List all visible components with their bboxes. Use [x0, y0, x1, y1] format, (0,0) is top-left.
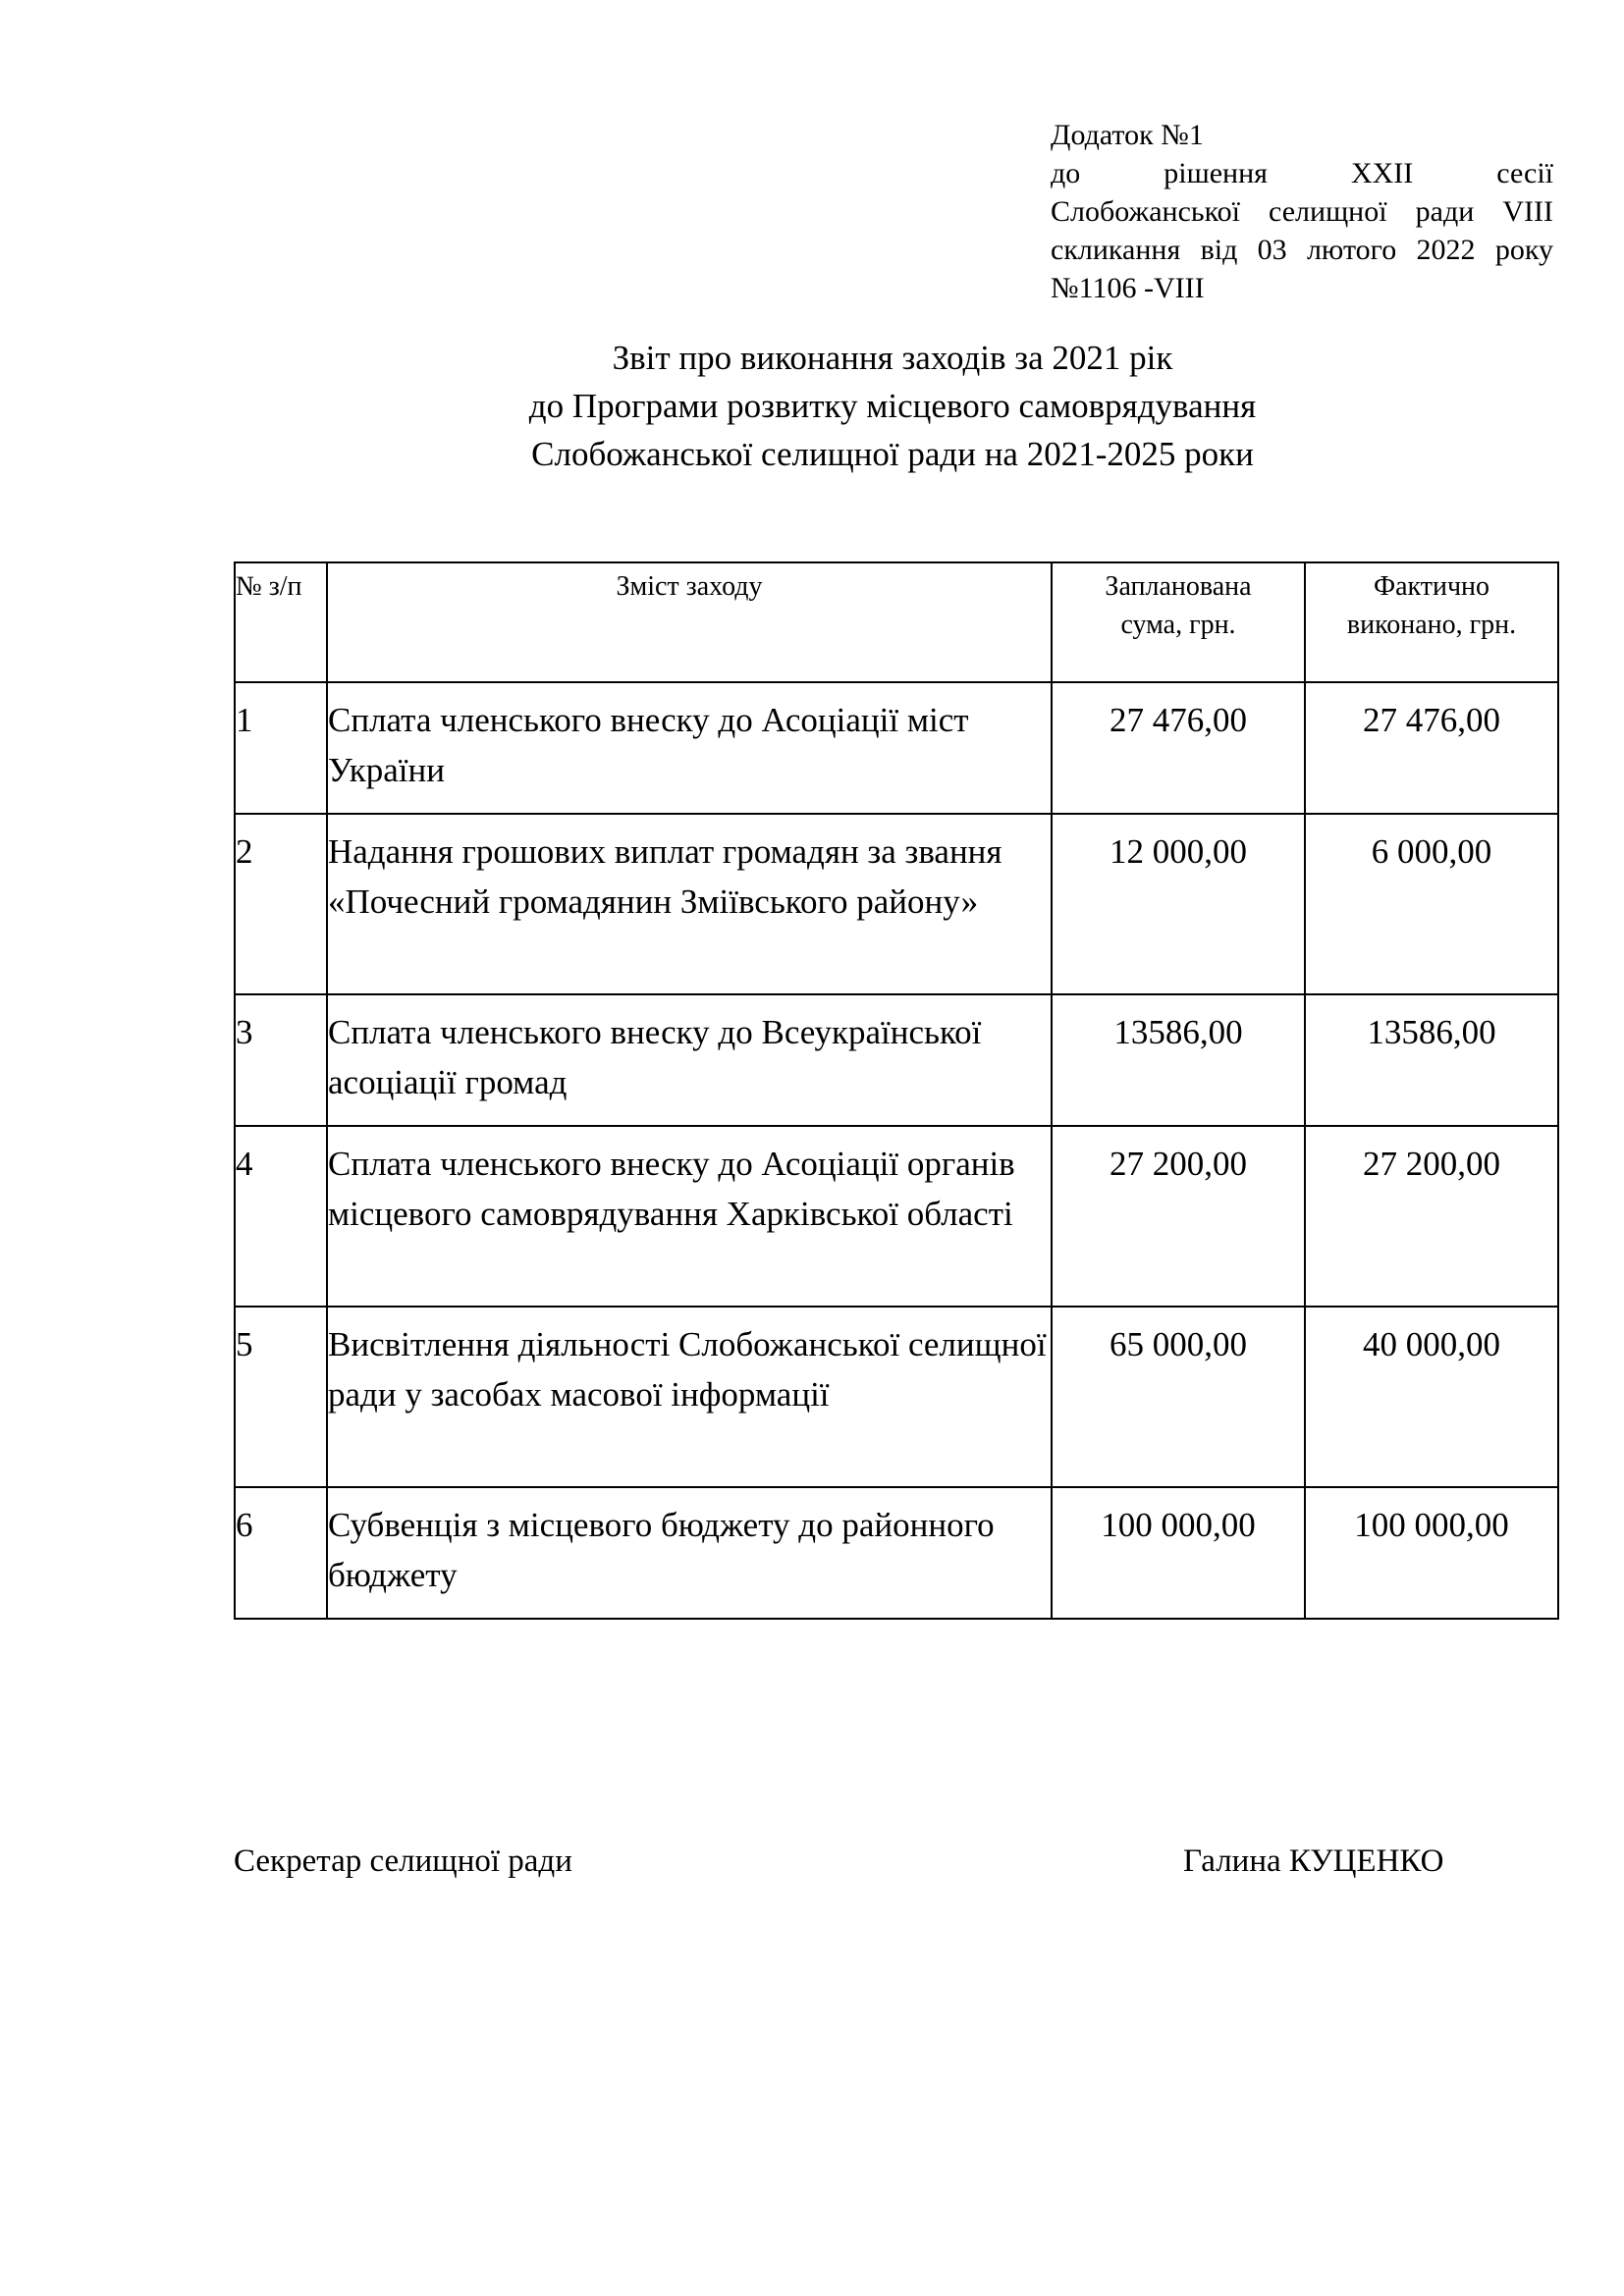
- header-fact-line-2: виконано, грн.: [1346, 610, 1517, 640]
- signature-name: Галина КУЦЕНКО: [1183, 1843, 1444, 1879]
- row-plan: 65 000,00: [1052, 1307, 1305, 1487]
- row-fact: 6 000,00: [1305, 814, 1558, 994]
- annex-line-2: до рішення XXII сесії: [1051, 157, 1553, 189]
- table-row: [235, 814, 1558, 994]
- table-row: [235, 1487, 1558, 1619]
- header-plan-line-2: сума, грн.: [1120, 610, 1236, 640]
- header-num: № з/п: [235, 562, 327, 682]
- row-desc: Субвенція з місцевого бюджету до районного бюджету: [327, 1487, 1052, 1619]
- annex-line-1: Додаток №1: [1051, 119, 1204, 151]
- row-plan: 27 200,00: [1052, 1126, 1305, 1307]
- table-row: [235, 994, 1558, 1126]
- header-plan: [1052, 562, 1305, 682]
- title-line-3: Слобожанської селищної ради на 2021-2025 роки: [531, 435, 1254, 473]
- report-table: [234, 561, 1559, 1620]
- row-plan: 27 476,00: [1052, 682, 1305, 814]
- table-row: [235, 1126, 1558, 1307]
- row-desc: Надання грошових виплат громадян за звання «Почесний громадянин Зміївського району»: [327, 814, 1052, 994]
- row-fact: 40 000,00: [1305, 1307, 1558, 1487]
- row-plan: 13586,00: [1052, 994, 1305, 1126]
- title-line-1: Звіт про виконання заходів за 2021 рік: [612, 339, 1173, 377]
- annex-line-4: скликання від 03 лютого 2022 року: [1051, 234, 1553, 266]
- header-fact-line-1: Фактично: [1373, 571, 1490, 602]
- annex-block: [1051, 116, 1553, 307]
- row-desc: Висвітлення діяльності Слобожанської селищної ради у засобах масової інформації: [327, 1307, 1052, 1487]
- row-num: 5: [235, 1307, 327, 1487]
- row-num: 3: [235, 994, 327, 1126]
- table-header-row: [235, 562, 1558, 682]
- signature-position: Секретар селищної ради: [234, 1843, 572, 1879]
- row-plan: 100 000,00: [1052, 1487, 1305, 1619]
- row-fact: 27 476,00: [1305, 682, 1558, 814]
- row-num: 2: [235, 814, 327, 994]
- header-plan-line-1: Запланована: [1105, 571, 1252, 602]
- row-desc: Сплата членського внеску до Асоціації міст України: [327, 682, 1052, 814]
- row-fact: 13586,00: [1305, 994, 1558, 1126]
- row-num: 1: [235, 682, 327, 814]
- table-row: [235, 682, 1558, 814]
- row-fact: 100 000,00: [1305, 1487, 1558, 1619]
- row-desc: Сплата членського внеску до Асоціації органів місцевого самоврядування Харківської області: [327, 1126, 1052, 1307]
- annex-line-3: Слобожанської селищної ради VIII: [1051, 195, 1553, 228]
- title-line-2: до Програми розвитку місцевого самоврядування: [528, 387, 1257, 425]
- row-desc: Сплата членського внеску до Всеукраїнської асоціації громад: [327, 994, 1052, 1126]
- table-row: [235, 1307, 1558, 1487]
- row-plan: 12 000,00: [1052, 814, 1305, 994]
- row-fact: 27 200,00: [1305, 1126, 1558, 1307]
- header-fact: [1305, 562, 1558, 682]
- report-title: [0, 334, 1624, 478]
- row-num: 6: [235, 1487, 327, 1619]
- row-num: 4: [235, 1126, 327, 1307]
- header-desc: Зміст заходу: [327, 562, 1052, 682]
- annex-line-5: №1106 -VIII: [1051, 272, 1205, 304]
